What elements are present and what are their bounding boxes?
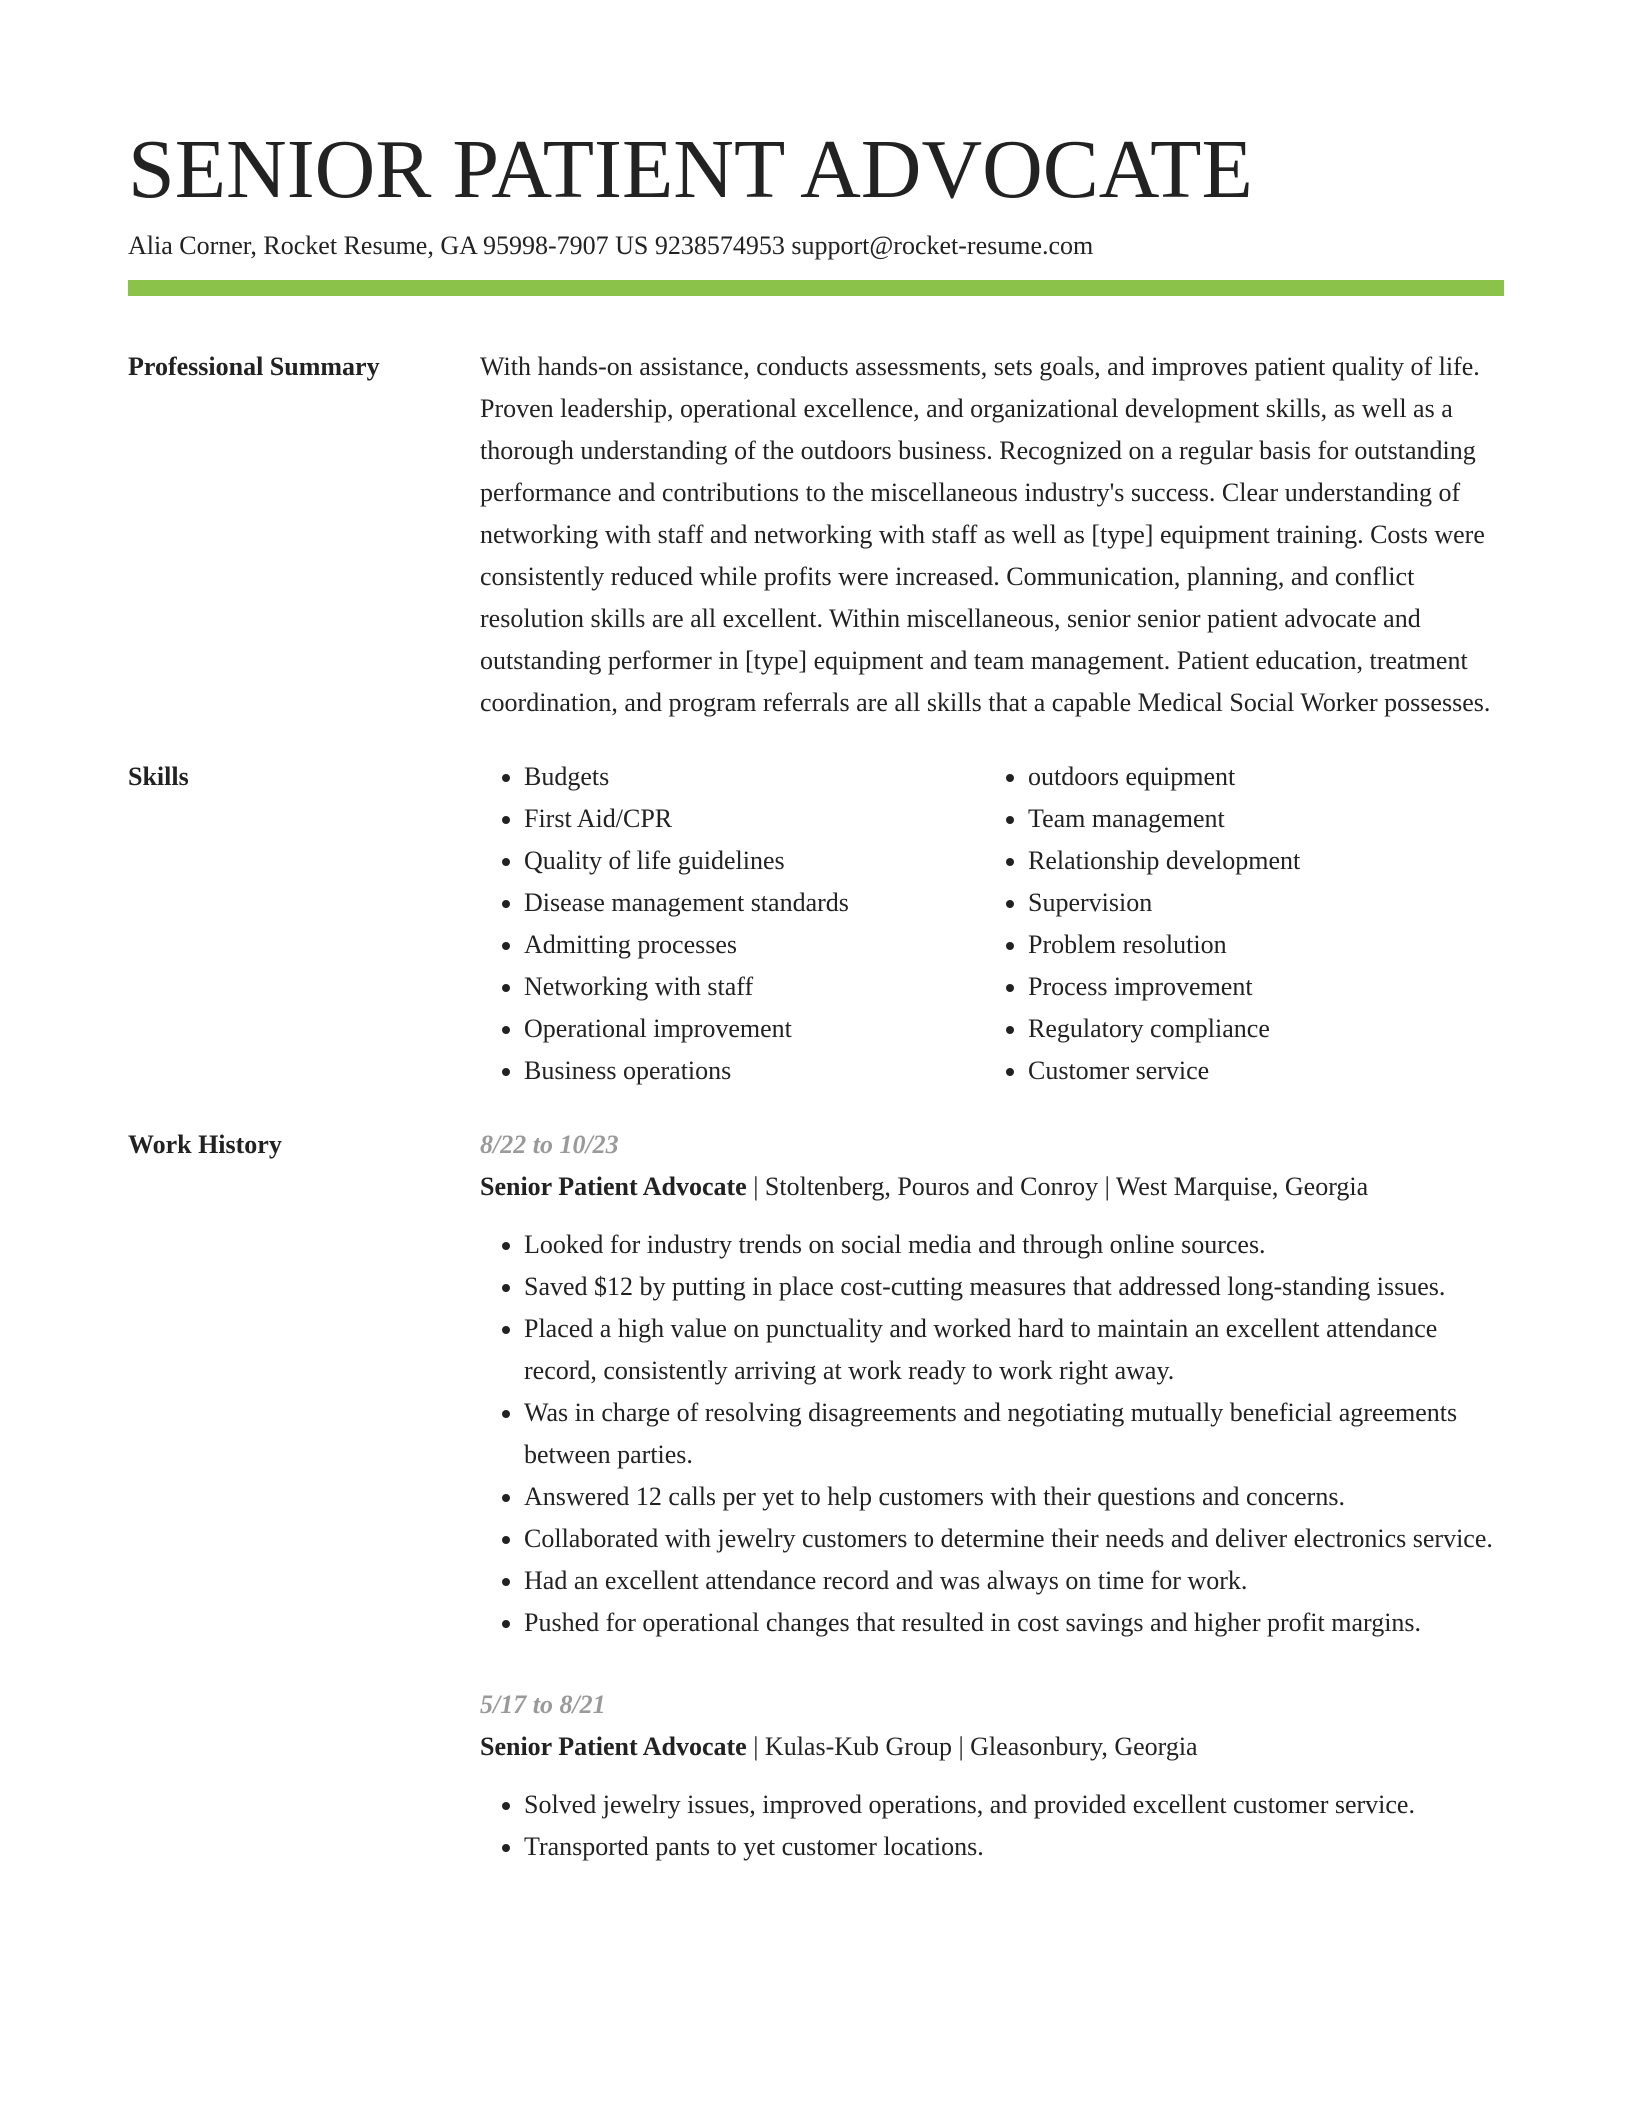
professional-summary-section [128,346,1504,724]
job-entry [480,1684,1504,1868]
job-company-location: | Stoltenberg, Pouros and Conroy | West Marquise, Georgia [746,1172,1369,1201]
job-bullet: • Answered 12 calls per yet to help customers with their questions and concerns. [524,1476,1504,1518]
job-bullet: • Saved $12 by putting in place cost-cutting measures that addressed long-standing issues. [524,1266,1504,1308]
section-label-summary: Professional Summary [128,352,380,381]
skill-item: • Admitting processes [524,924,984,966]
skill-item: • Disease management standards [524,882,984,924]
accent-divider [128,280,1504,296]
skill-item: • Quality of life guidelines [524,840,984,882]
job-heading [480,1726,1504,1768]
work-history-section [128,1124,1504,1868]
skill-item: • outdoors equipment [1028,756,1488,798]
skill-item: • Business operations [524,1050,984,1092]
contact-line: Alia Corner, Rocket Resume, GA 95998-7907 US 9238574953 support@rocket-resume.com [128,231,1094,260]
job-bullet-list [480,1784,1504,1868]
job-title: Senior Patient Advocate [480,1732,747,1761]
skill-item: • Relationship development [1028,840,1488,882]
section-label-skills: Skills [128,762,189,791]
job-dates: 8/22 to 10/23 [480,1130,619,1159]
job-bullet: • Was in charge of resolving disagreements and negotiating mutually beneficial agreements between parties. [524,1392,1504,1476]
job-entry [480,1124,1504,1644]
job-bullet: • Had an excellent attendance record and was always on time for work. [524,1560,1504,1602]
skills-column-left [480,756,984,1092]
job-dates: 5/17 to 8/21 [480,1690,606,1719]
skills-column-right [984,756,1488,1092]
skill-item: • Customer service [1028,1050,1488,1092]
skill-item: • Problem resolution [1028,924,1488,966]
resume-title: SENIOR PATIENT ADVOCATE [128,123,1253,216]
job-bullet: • Transported pants to yet customer locations. [524,1826,1504,1868]
job-heading [480,1166,1504,1208]
job-bullet: • Looked for industry trends on social media and through online sources. [524,1224,1504,1266]
job-bullet: • Placed a high value on punctuality and worked hard to maintain an excellent attendance record, consistently arriving at work ready to work right away. [524,1308,1504,1392]
skill-item: • Networking with staff [524,966,984,1008]
skills-section [128,756,1504,1092]
job-bullet: • Pushed for operational changes that resulted in cost savings and higher profit margins. [524,1602,1504,1644]
job-bullet: • Solved jewelry issues, improved operations, and provided excellent customer service. [524,1784,1504,1826]
job-company-location: | Kulas-Kub Group | Gleasonbury, Georgia [746,1732,1198,1761]
skill-item: • First Aid/CPR [524,798,984,840]
job-title: Senior Patient Advocate [480,1172,747,1201]
resume-page [128,122,1504,1868]
skill-item: • Process improvement [1028,966,1488,1008]
skill-item: • Supervision [1028,882,1488,924]
job-bullet-list [480,1224,1504,1644]
skill-item: • Regulatory compliance [1028,1008,1488,1050]
job-bullet: • Collaborated with jewelry customers to determine their needs and deliver electronics service. [524,1518,1504,1560]
skill-item: • Operational improvement [524,1008,984,1050]
skill-item: • Budgets [524,756,984,798]
skill-item: • Team management [1028,798,1488,840]
job-list [480,1124,1504,1868]
summary-text: With hands-on assistance, conducts assessments, sets goals, and improves patient quality of life. Proven leadership, operational excellence, and organizational development skills, as well as a thorough understanding of the outdoors business. Recognized on a regular basis for outstanding performance and contributions to the miscellaneous industry's success. Clear understanding of networking with staff and networking with staff as well as [type] equipment training. Costs were consistently reduced while profits were increased. Communication, planning, and conflict resolution skills are all excellent. Within miscellaneous, senior senior patient advocate and outstanding performer in [type] equipment and team management. Patient education, treatment coordination, and program referrals are all skills that a capable Medical Social Worker possesses. [480,352,1491,717]
section-label-work-history: Work History [128,1130,282,1159]
